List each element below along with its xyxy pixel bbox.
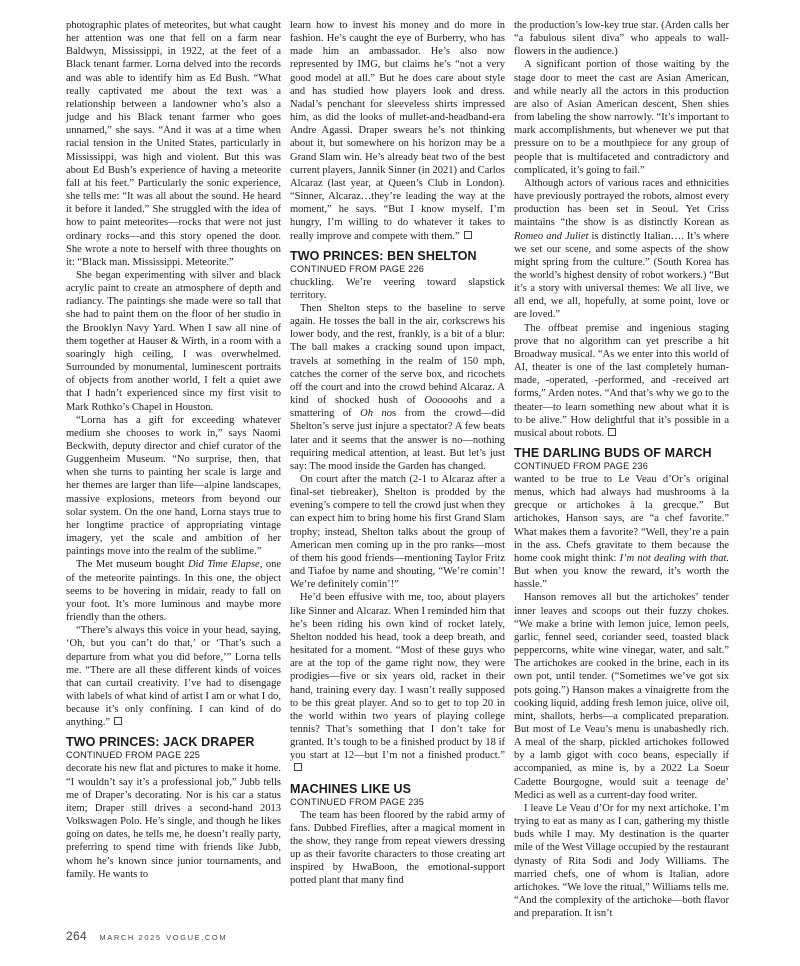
text-run: s from the crowd—did Shelton’s serve just injure a spectator? A few beats later and it seems that the answer is no—nothing requiring medical attention, at least. But let’s just say: The mood inside the Garden has changed. <box>290 408 505 472</box>
text-italic: Romeo and Juliet <box>514 230 589 242</box>
column-3 <box>514 19 729 920</box>
continued-from: CONTINUED FROM PAGE 236 <box>514 461 649 471</box>
paragraph: Hanson removes all but the artichokes’ tender inner leaves and scoops out their fuzzy chokes. “We make a brine with lemon juice, lemon peels, garlic, fennel seed, coriander seed, toasted black peppercorns, white wine vinegar, water, and salt.” The artichokes are cooked in the brine, each in its own pot, until tender. (“Sometimes we’ve got six pots going.”) Hanson makes a vinaigrette from the cooking liquid, adding fresh lemon juice, olive oil, mint, shallots, herbs—a complicated preparation. But most of Le Veau’s menu is unabashedly rich. A meal of the sharp, pickled artichokes followed by a lamb gigot with coco beans, especially if accompanied, as mine is, by a 2022 La Soeur Cadette Bourgogne, would suit a teenage de’ Medici as well as a current-day food writer. <box>514 592 729 801</box>
end-mark-icon <box>464 231 472 239</box>
continued-from: CONTINUED FROM PAGE 226 <box>290 263 425 274</box>
text-italic: I’m not dealing with that. <box>619 552 729 564</box>
text-run: hs and a smattering of <box>290 395 505 420</box>
text-run: But when you know the reward, it’s worth the hassle.” <box>514 566 729 591</box>
text-italic: Oooooo <box>424 395 459 407</box>
issue-date: MARCH 2025 <box>99 933 162 942</box>
text-run: wanted to be true to Le Veau d’Or’s original menus, which had always had mushrooms à la grecque or artichokes à la grecque.” But artichokes, Hanson says, are “a chef favorite.” What makes them a favorite? “Well, they’re a pain in the ass. Chefs gravitate to them because the home cook might think: <box>514 474 729 564</box>
section-heading: THE DARLING BUDS OF MARCH <box>514 446 712 460</box>
paragraph <box>290 591 505 775</box>
artwork-title: Did Time Elapse, <box>187 559 263 571</box>
paragraph: A significant portion of those waiting by the stage door to meet the cast are Asian American, and while nearly all the actors in this production are also of Asian American descent, Shen shies from labeling the show narrowly. “It’s important to mark accomplishments, but whenever we put that pressure on to be a mouthpiece for any group of people that is multifaceted and contradictory and complicated, it’s going to fail.” <box>514 59 729 176</box>
text-italic: Oh no <box>360 408 392 420</box>
text-run: Although actors of various races and ethnicities have previously portrayed the robots, almost every production has been set in Seoul. Yet Criss maintains “the show is as distinctly Korean as <box>514 177 729 229</box>
page-number: 264 <box>66 929 87 943</box>
text-run: “There’s always this voice in your head, saying, ‘Oh, but you can’t do that,’ or ‘That’s such a departure from what you did before,’” Lorna tells me. “There are all these different kinds of voices that can curtail creativity. I’ve had to disengage with labels of what kind of artist I am or what I do, because it’s only confining. I can kind of do anything.” <box>66 625 281 729</box>
paragraph: I leave Le Veau d’Or for my next artichoke. I’m trying to eat as many as I can, gathering my thistle buds while I may. My destination is the quarter mile of the West Village occupied by the restaurant dynasty of Rita Sodi and Jody Williams. The married chefs, one of whom is Italian, adore artichokes. “We love the ritual,” Williams tells me. “And the complexity of the artichoke—both flavor and preparation. It isn’t <box>514 802 729 920</box>
paragraph: decorate his new flat and pictures to make it home. “I wouldn’t say it’s a professional job,” Jubb tells me of Draper’s decorating. Nor is his car a status item; Draper still drives a second-hand 2013 Volkswagen Polo. He’s single, and though he likes going on dates, he tells me, he doesn’t really party, preferring to spend time with friends like Jubb, whom he’s known since junior tournaments, and family. He wants to <box>66 763 281 880</box>
paragraph: the production’s low-key true star. (Arden calls her “a fabulous silent diva” who appeals to wall-flowers in the audience.) <box>514 20 729 58</box>
site-name: VOGUE.COM <box>166 933 228 942</box>
text-run: Then Shelton steps to the baseline to serve again. He tosses the ball in the air, corkscrews his lower body, and the rest, frankly, is a bit of a blur: The ball makes a cracking sound upon impact, travels at something in the realm of 150 mph, catches the corner of the serve box, and ricochets off the court and into the crowd behind Alcaraz. A kind of shocked hush of <box>290 302 505 407</box>
column-1 <box>66 19 281 911</box>
paragraph: photographic plates of meteorites, but what caught her attention was one that fell on a farm near Baldwyn, Mississippi, in 1922, at the feet of a Black tenant farmer. Lorna delved into the records and was able to identify him as Ed Bush. “What really captivated me about the text was a relationship between a landowner who’s also a judge and his Black tenant farmer who goes unnamed,” she says. “And it was at a time when racial tension in the United States, particularly in Mississippi, was high and violent. But this was about Ed Bush’s experience of having a meteorite fall at his feet.” Particularly the sonic experience, she tells me: “It was all about the sound. He heard it before it landed.” She struggled with the idea of how to paint meteorites—rocks that were not just ordinary rocks—and this story opened the door. She wrote a note to herself with three thoughts on it: “Black man. Mississippi. Meteorite.” <box>66 20 281 268</box>
section-heading: TWO PRINCES: BEN SHELTON <box>290 248 477 263</box>
text-run: The Met museum bought <box>76 559 188 571</box>
text-run: learn how to invest his money and do more in fashion. He’s caught the eye of Burberry, who has made him an ambassador. He’s also now represented by IMG, but claims he’s “not a very good model at all.” But he does care about style and has studied how players look and dress. Nadal’s penchant for sleeveless shirts impressed him, as did the looks of mullet-and-headband-era Andre Agassi. Draper swears he’s not thinking about it, but somewhere on his horizon may be a Grand Slam win. He’s already beat two of the best current players, Jannik Sinner (in 2021) and Carlos Alcaraz (last year, at Queen’s Club in London). “Sinner, Alcaraz…they’re leading the way at the moment,” he says. “But I know myself. I’m hungry, I’m willing to do whatever it takes to really improve and compete with them.” <box>290 20 505 242</box>
end-mark-icon <box>294 763 302 771</box>
paragraph: She began experimenting with silver and black acrylic paint to create an atmosphere of depth and radiancy. The paintings she made were so tall that she had to paint them on the floor of her studio in the Brooklyn Navy Yard. When I saw all nine of them together at Hauser & Wirth, in a room with a soaringly high ceiling, I was overwhelmed. Surrounded by monumental, luminescent portraits of objects from another world, I felt a quiet awe that I hadn’t experienced since my first visit to Mark Rothko’s Chapel in Houston. <box>66 269 281 413</box>
continued-from: CONTINUED FROM PAGE 225 <box>66 750 201 761</box>
paragraph <box>66 558 281 624</box>
paragraph <box>514 322 729 440</box>
section-heading: MACHINES LIKE US <box>290 781 412 796</box>
section-heading: TWO PRINCES: JACK DRAPER <box>66 735 255 750</box>
continued-from: CONTINUED FROM PAGE 235 <box>290 796 425 807</box>
page-footer <box>66 927 227 945</box>
paragraph <box>514 177 729 322</box>
paragraph: “Lorna has a gift for exceeding whatever medium she chooses to work in,” says Naomi Beckwith, deputy director and chief curator of the Guggenheim Museum. “No surprise, then, that when she turns to painting her scale is large and her themes are larger than life—alpine landscapes, massive explosions, meteors from beyond our solar system. On the one hand, Lorna stays true to her longtime practice of appropriating vintage imagery, yet the scale and ambition of her paintings move into the realm of the sublime.” <box>66 414 281 558</box>
paragraph: chuckling. We’re veering toward slapstick territory. <box>290 276 505 301</box>
paragraph <box>514 473 729 591</box>
paragraph: On court after the match (2-1 to Alcaraz after a final-set tiebreaker), Shelton is prodded by the evening’s compere to tell the crowd just when they can expect him to bring home his first Grand Slam trophy; instead, Shelton talks about the group of American men coming up in the pro ranks—most of them his good friends—mentioning Taylor Fritz and Tiafoe by name and shouting, “We’re comin’! We’re definitely comin’!” <box>290 474 505 591</box>
end-mark-icon <box>608 428 616 436</box>
text-run: is distinctly Italian…. It’s where we set our scene, and some aspects of the show might spring from the culture.” (South Korea has the world’s highest density of robot workers.) “But it’s a story with universal themes: We all live, we all end, we all, hopefully, at some point, love or are loved.” <box>514 230 729 321</box>
column-2 <box>290 19 505 911</box>
text-run: one of the meteorite paintings. In this one, the object seems to be hovering in midair, ready to fall on your foot. It’s more luminous and maybe more friendly than the others. <box>66 559 281 624</box>
text-run: He’d been effusive with me, too, about players like Sinner and Alcaraz. When I reminded him that he’s been riding his own kind of rocket lately, Shelton nodded his head, took a deep breath, and hesitated for a moment. “Most of these guys who are at the top of the game right now, they were prodigies—five or six years old, racket in their hand, training every day. I wasn’t really supposed to be this great player. And so to get to top 20 in the world within two years of playing college tennis? That’s something that I don’t take for granted. It’s tough to be a finished product by 18 if you start at 12—but I’m not a finished product.” <box>290 592 505 762</box>
paragraph <box>290 19 505 243</box>
paragraph <box>66 624 281 729</box>
end-mark-icon <box>114 717 122 725</box>
paragraph <box>290 302 505 473</box>
text-run: The offbeat premise and ingenious staging prove that no algorithm can yet prescribe a hit Broadway musical. “As we enter into this world of AI, theater is one of the last completely human-made, -operated, -performed, and -received art forms,” Arden notes. “And that’s why we go to the theater—to learn something new about what it is to be alive.” How delightful that it’s possible in a musical about robots. <box>514 322 729 439</box>
paragraph: The team has been floored by the rabid army of fans. Dubbed Fireflies, after a magical moment in the show, they range from repeat viewers dressing up as their favorite characters to those creating art inspired by HwaBoon, the emotional-support potted plant that many find <box>290 809 505 887</box>
